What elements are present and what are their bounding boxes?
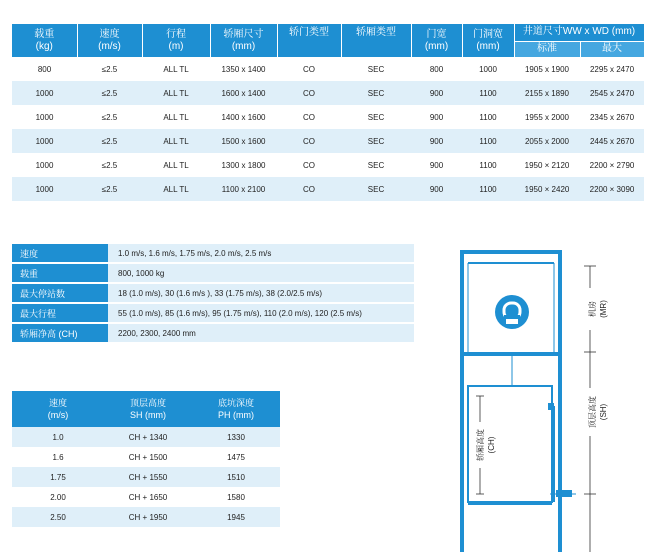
- car-size-cell: 1300 x 1800: [221, 160, 266, 170]
- spec-row: [12, 129, 644, 153]
- info-key: 速度: [12, 244, 108, 263]
- speed-cell: ≤2.5: [77, 177, 142, 201]
- door-opening-cell: 1100: [462, 81, 514, 105]
- header-speed-unit: (m/s): [98, 40, 121, 52]
- pit-header-speed-label: 速度: [48, 398, 67, 408]
- car-door-type-cell: CO: [303, 112, 315, 122]
- shaft-wall-right: [558, 250, 562, 552]
- pit-ph-cell: 1510: [192, 467, 280, 487]
- door-width-cell: 900: [411, 177, 462, 201]
- door-opening-cell: 1000: [479, 64, 497, 74]
- header-car-size-unit: (mm): [231, 40, 256, 52]
- car-door-type-cell: CO: [303, 64, 315, 74]
- load-cell: 800: [37, 64, 52, 74]
- machine-room-abbr: (MR): [599, 300, 608, 318]
- header-door-opening-unit: (mm): [476, 40, 500, 52]
- car-type-cell: SEC: [341, 129, 411, 153]
- info-row: [12, 323, 414, 343]
- header-door-width: [411, 24, 462, 57]
- elevator-info-table: [12, 244, 414, 344]
- pit-ph-cell: 1580: [227, 492, 245, 502]
- car-type-cell: SEC: [367, 112, 385, 122]
- traction-machine-icon: [495, 295, 529, 329]
- spec-row: [12, 177, 644, 201]
- shaft-headroom-label: 顶层高度: [588, 396, 597, 428]
- info-value: 18 (1.0 m/s), 30 (1.6 m/s ), 33 (1.75 m/s), 38 (2.0/2.5 m/s): [108, 283, 414, 303]
- info-key: 最大行程: [12, 303, 108, 323]
- shaft-max-cell: 2200 × 3090: [580, 177, 644, 201]
- door-width-cell: 900: [411, 81, 462, 105]
- header-car-type: [341, 24, 411, 57]
- pit-sh-cell: CH + 1340: [104, 427, 192, 447]
- shaft-section-diagram: [450, 236, 650, 552]
- shaft-standard-cell: 1905 x 1900: [524, 64, 570, 74]
- door-width-cell: 900: [411, 129, 462, 153]
- pit-speed-cell: 2.00: [50, 492, 66, 502]
- door-opening-cell: 1100: [479, 160, 497, 170]
- car-door-type-cell: CO: [277, 81, 341, 105]
- info-value: 55 (1.0 m/s), 85 (1.6 m/s), 95 (1.75 m/s), 110 (2.0 m/s), 120 (2.5 m/s): [108, 303, 414, 323]
- load-cell: 1000: [12, 129, 77, 153]
- load-cell: 1000: [35, 160, 54, 170]
- info-row: [12, 263, 414, 283]
- shaft-standard-cell: 2155 x 1890: [514, 81, 580, 105]
- shaft-wall-left: [460, 250, 464, 552]
- spec-row: [12, 153, 644, 177]
- car-size-cell: 1100 x 2100: [210, 177, 277, 201]
- door-opening-cell: 1100: [462, 177, 514, 201]
- pit-ph-cell: 1475: [227, 452, 245, 462]
- header-door-opening: [462, 24, 514, 57]
- info-value: 2200, 2300, 2400 mm: [108, 323, 414, 343]
- header-load-label: 载重: [34, 28, 55, 40]
- load-cell: 1000: [12, 81, 77, 105]
- spec-row: [12, 57, 644, 81]
- header-car-type-label: 轿厢类型: [356, 27, 396, 38]
- header-car-size-label: 轿厢尺寸: [223, 28, 264, 40]
- pit-header-speed-unit: (m/s): [47, 410, 69, 420]
- car-door-type-cell: CO: [303, 160, 315, 170]
- info-row: [12, 303, 414, 323]
- pit-ph-cell: 1945: [192, 507, 280, 527]
- car-height-abbr: (CH): [487, 436, 496, 454]
- car-door-type-cell: CO: [277, 177, 341, 201]
- info-value: 1.0 m/s, 1.6 m/s, 1.75 m/s, 2.0 m/s, 2.5 m/s: [108, 244, 414, 263]
- pit-header-speed: [12, 391, 104, 427]
- pit-speed-cell: 1.75: [12, 467, 104, 487]
- header-door-width-unit: (mm): [424, 40, 449, 52]
- speed-cell: ≤2.5: [101, 160, 118, 170]
- door-width-cell: 900: [429, 112, 444, 122]
- header-car-size: [210, 24, 277, 57]
- pit-sh-cell: CH + 1950: [104, 507, 192, 527]
- spec-row: [12, 105, 644, 129]
- shaft-max-cell: 2545 x 2470: [580, 81, 644, 105]
- car-size-cell: 1350 x 1400: [221, 64, 266, 74]
- car-size-cell: 1600 x 1400: [210, 81, 277, 105]
- car-floor: [468, 502, 552, 505]
- info-row: [12, 244, 414, 263]
- car-size-cell: 1500 x 1600: [210, 129, 277, 153]
- machine-room-label: 机房: [588, 301, 597, 317]
- car-type-cell: SEC: [367, 64, 385, 74]
- header-travel: [142, 24, 210, 57]
- pit-speed-cell: 1.0: [12, 427, 104, 447]
- speed-cell: ≤2.5: [77, 129, 142, 153]
- header-car-door-type: [277, 24, 341, 57]
- shaft-standard-cell: 1955 x 2000: [524, 112, 570, 122]
- pit-row: [12, 507, 280, 527]
- speed-cell: ≤2.5: [101, 112, 118, 122]
- shaft-headroom-abbr: (SH): [599, 403, 608, 421]
- header-door-opening-label: 门洞宽: [473, 28, 503, 40]
- header-travel-label: 行程: [166, 28, 186, 40]
- header-speed-label: 速度: [99, 28, 120, 40]
- header-load-unit: (kg): [35, 40, 53, 52]
- load-cell: 1000: [12, 177, 77, 201]
- info-key: 载重: [12, 263, 108, 283]
- travel-cell: ALL TL: [142, 177, 210, 201]
- pit-header-ph-unit: PH (mm): [218, 410, 254, 420]
- pit-header-sh-label: 顶层高度: [129, 398, 166, 408]
- shaft-standard-cell: 1950 × 2420: [514, 177, 580, 201]
- header-speed: [77, 24, 142, 57]
- pit-row: [12, 487, 280, 507]
- car-door-type-cell: CO: [277, 129, 341, 153]
- elevator-spec-table: [12, 24, 645, 201]
- door-width-cell: 800: [429, 64, 444, 74]
- speed-cell: ≤2.5: [101, 64, 118, 74]
- pit-header-sh-unit: SH (mm): [130, 410, 166, 420]
- shaft-max-cell: 2345 x 2670: [589, 112, 635, 122]
- door-width-cell: 900: [429, 160, 444, 170]
- header-shaft-standard: 标准: [514, 41, 580, 57]
- travel-cell: ALL TL: [163, 160, 189, 170]
- door-opening-cell: 1100: [479, 112, 497, 122]
- car-type-cell: SEC: [367, 160, 385, 170]
- header-shaft-size: 井道尺寸WW x WD (mm): [514, 24, 644, 41]
- car-height-label: 轿厢高度: [476, 429, 485, 461]
- headroom-pit-table: [12, 391, 280, 527]
- shaft-standard-cell: 2055 x 2000: [514, 129, 580, 153]
- pit-row: [12, 427, 280, 447]
- pit-sh-cell: CH + 1550: [104, 467, 192, 487]
- car-size-cell: 1400 x 1600: [221, 112, 266, 122]
- pit-row: [12, 447, 280, 467]
- pit-ph-cell: 1330: [192, 427, 280, 447]
- machine-room-floor: [460, 352, 562, 356]
- speed-cell: ≤2.5: [77, 81, 142, 105]
- travel-cell: ALL TL: [142, 81, 210, 105]
- machine-room-ceiling: [460, 250, 562, 254]
- pit-header-ph-label: 底坑深度: [217, 398, 254, 408]
- info-value: 800, 1000 kg: [108, 263, 414, 283]
- travel-cell: ALL TL: [142, 129, 210, 153]
- shaft-max-cell: 2295 x 2470: [589, 64, 635, 74]
- car-type-cell: SEC: [341, 177, 411, 201]
- spec-row: [12, 81, 644, 105]
- travel-cell: ALL TL: [163, 112, 189, 122]
- header-car-door-type-label: 轿门类型: [289, 27, 329, 38]
- header-shaft-max: 最大: [580, 41, 644, 57]
- header-door-width-label: 门宽: [426, 28, 447, 40]
- landing-door-sill: [556, 490, 572, 497]
- pit-sh-cell: CH + 1500: [128, 452, 168, 462]
- pit-sh-cell: CH + 1650: [128, 492, 168, 502]
- door-opening-cell: 1100: [462, 129, 514, 153]
- pit-header-ph: [192, 391, 280, 427]
- pit-row: [12, 467, 280, 487]
- info-key: 轿厢净高 (CH): [12, 323, 108, 343]
- car-type-cell: SEC: [341, 81, 411, 105]
- shaft-max-cell: 2445 x 2670: [580, 129, 644, 153]
- shaft-max-cell: 2200 × 2790: [589, 160, 635, 170]
- shaft-standard-cell: 1950 × 2120: [524, 160, 570, 170]
- pit-speed-cell: 2.50: [12, 507, 104, 527]
- header-travel-unit: (m): [168, 40, 184, 52]
- info-key: 最大停站数: [12, 283, 108, 303]
- header-load: [12, 24, 77, 57]
- info-row: [12, 283, 414, 303]
- pit-header-sh: [104, 391, 192, 427]
- travel-cell: ALL TL: [163, 64, 189, 74]
- pit-speed-cell: 1.6: [52, 452, 64, 462]
- load-cell: 1000: [35, 112, 54, 122]
